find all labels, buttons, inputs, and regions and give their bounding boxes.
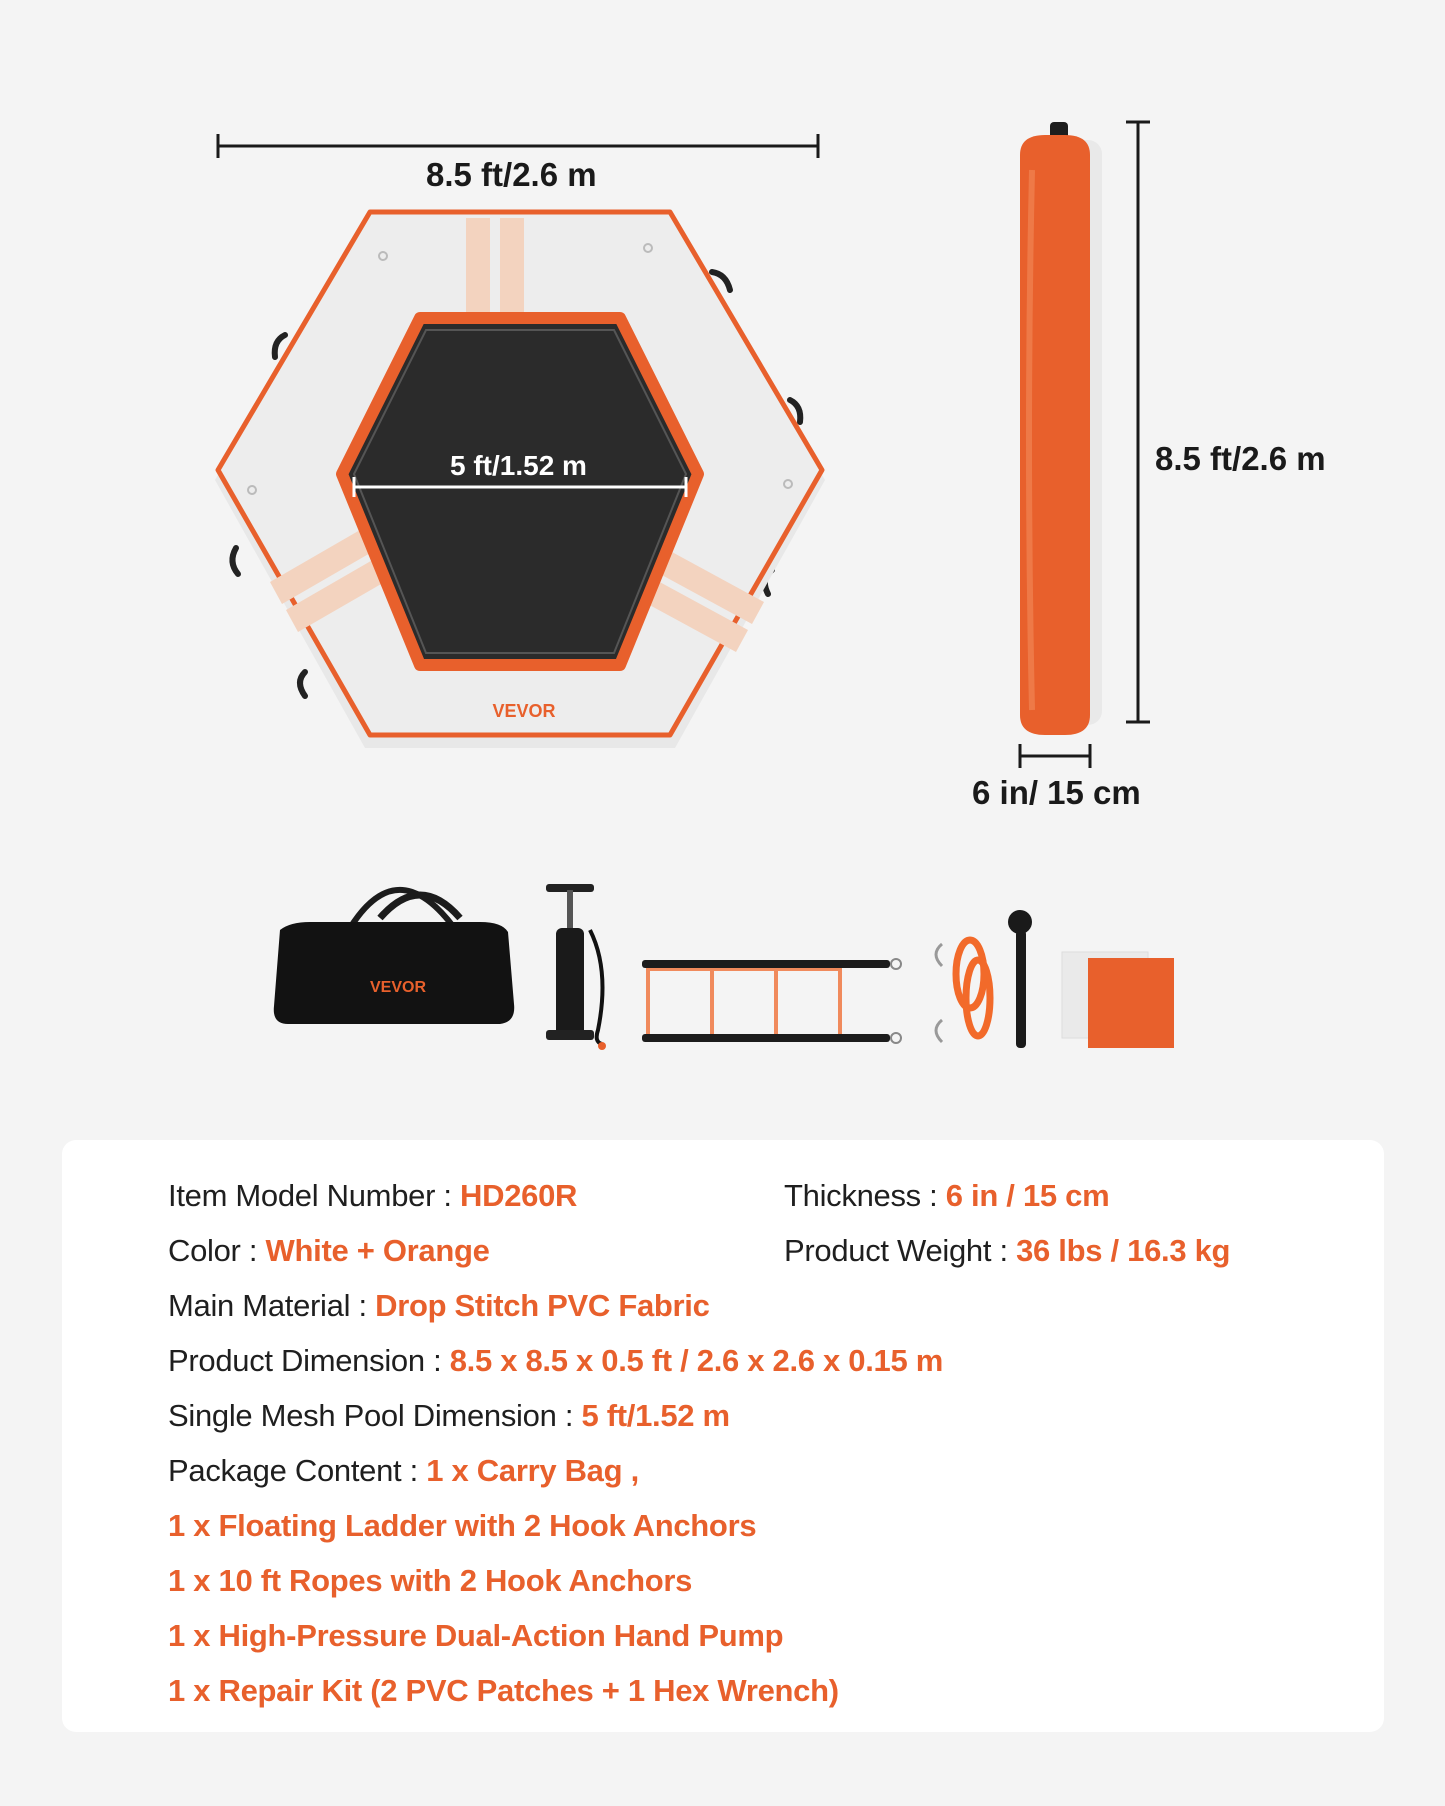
thickness-dimension-line — [1020, 744, 1090, 768]
spec-color — [168, 1233, 490, 1269]
spec-package-label: Package Content : — [168, 1453, 427, 1488]
spec-model-label: Item Model Number : — [168, 1178, 461, 1213]
floating-ladder-icon — [642, 959, 901, 1043]
mesh-width-label: 5 ft/1.52 m — [450, 450, 587, 481]
spec-weight-value: 36 lbs / 16.3 kg — [1016, 1233, 1231, 1268]
package-item: 1 x Repair Kit (2 PVC Patches + 1 Hex Wrench) — [168, 1673, 839, 1708]
width-dimension-line — [218, 134, 818, 158]
spec-dimension-label: Product Dimension : — [168, 1343, 450, 1378]
spec-weight — [784, 1233, 1230, 1269]
spec-pool — [168, 1398, 730, 1434]
rope-icon — [936, 940, 990, 1042]
hand-pump-icon — [546, 884, 606, 1050]
spec-material — [168, 1288, 710, 1324]
height-dimension-line — [1126, 122, 1150, 722]
spec-model — [168, 1178, 577, 1214]
package-item: 1 x Floating Ladder with 2 Hook Anchors — [168, 1508, 757, 1543]
spec-dimension-value: 8.5 x 8.5 x 0.5 ft / 2.6 x 2.6 x 0.15 m — [449, 1343, 943, 1378]
spec-weight-label: Product Weight : — [784, 1233, 1017, 1268]
accessories-row — [260, 870, 1200, 1060]
spec-pool-label: Single Mesh Pool Dimension : — [168, 1398, 582, 1433]
spec-model-value: HD260R — [460, 1178, 578, 1213]
spec-dimension — [168, 1343, 943, 1379]
platform-logo: VEVOR — [492, 701, 556, 721]
spec-thickness-label: Thickness : — [784, 1178, 946, 1213]
spec-material-value: Drop Stitch PVC Fabric — [375, 1288, 710, 1323]
thickness-label: 6 in/ 15 cm — [972, 774, 1141, 811]
platform-top-view — [0, 0, 880, 800]
hex-wrench-icon — [1008, 910, 1032, 1048]
side-height-label: 8.5 ft/2.6 m — [1155, 440, 1326, 477]
pvc-patches-icon — [1062, 952, 1174, 1048]
package-item: 1 x 10 ft Ropes with 2 Hook Anchors — [168, 1563, 693, 1598]
spec-color-label: Color : — [168, 1233, 266, 1268]
spec-pool-value: 5 ft/1.52 m — [581, 1398, 730, 1433]
top-width-label: 8.5 ft/2.6 m — [426, 156, 597, 193]
spec-package — [168, 1453, 639, 1489]
spec-thickness — [784, 1178, 1109, 1214]
spec-thickness-value: 6 in / 15 cm — [945, 1178, 1110, 1213]
package-item: 1 x High-Pressure Dual-Action Hand Pump — [168, 1618, 784, 1653]
spec-color-value: White + Orange — [265, 1233, 490, 1268]
spec-package-value: 1 x Carry Bag , — [426, 1453, 639, 1488]
spec-material-label: Main Material : — [168, 1288, 376, 1323]
svg-text:VEVOR: VEVOR — [369, 979, 427, 996]
carry-bag-icon — [274, 890, 514, 1024]
